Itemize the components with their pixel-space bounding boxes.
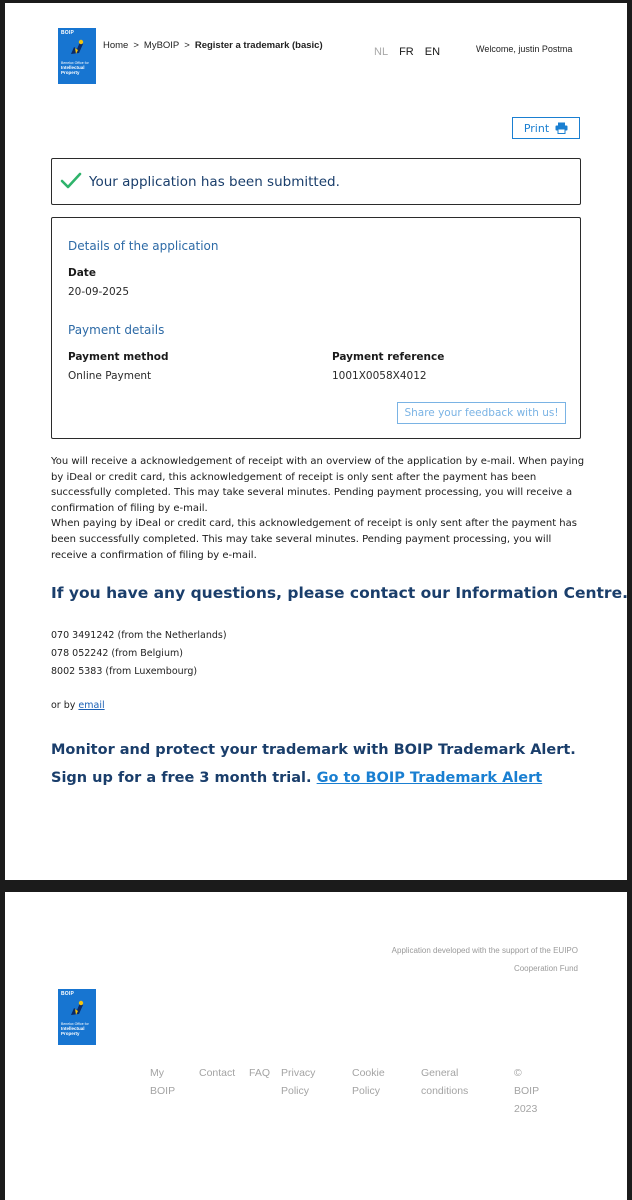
boip-logo[interactable] [58, 28, 96, 84]
phone-list [51, 627, 227, 681]
logo-figure-icon [67, 38, 87, 58]
footer-mybo-line1: My [150, 1067, 164, 1079]
footer-copyright-line1: © BOIP [514, 1067, 540, 1097]
info-paragraph-1: You will receive a acknowledgement of receipt with an overview of the application by e-mail. When paying by iDeal or credit card, this acknowledgement of receipt is only sent after the payment has been successfully completed. This may take several minutes. Pending payment processing, you will receive a confirmation of filing by e-mail. [51, 456, 585, 514]
language-switcher [374, 46, 451, 58]
footer-cookie-line2: Policy [352, 1085, 381, 1097]
logo-name-line2: Property [61, 70, 80, 75]
phone-luxembourg: 8002 5383 (from Luxembourg) [51, 666, 198, 677]
or-by-email [51, 700, 105, 711]
footer-link-privacy[interactable] [281, 1064, 315, 1100]
footer-cookie-line1: Cookie [352, 1067, 385, 1079]
footer-privacy-line2: Policy [281, 1085, 310, 1097]
footer-link-general-conditions[interactable] [421, 1064, 468, 1100]
email-link[interactable]: email [78, 700, 105, 711]
breadcrumb-mybo[interactable]: MyBOIP [143, 40, 180, 51]
payment-reference-value: 1001X0058X4012 [332, 370, 427, 382]
share-feedback-button[interactable]: Share your feedback with us! [397, 402, 566, 424]
date-value: 20-09-2025 [68, 286, 130, 298]
footer-boip-logo[interactable] [58, 989, 96, 1045]
phone-netherlands: 070 3491242 (from the Netherlands) [51, 630, 227, 641]
trademark-alert-promo [51, 736, 576, 792]
footer-link-mybo[interactable] [150, 1064, 175, 1100]
footer-link-faq[interactable]: FAQ [249, 1067, 271, 1079]
footer-general-line2: conditions [421, 1085, 469, 1097]
phone-belgium: 078 052242 (from Belgium) [51, 648, 183, 659]
payment-method-label: Payment method [68, 351, 169, 363]
footer-copyright-line2: 2023 [514, 1103, 538, 1115]
footer [5, 892, 627, 1200]
footer-link-contact[interactable]: Contact [199, 1067, 236, 1079]
receipt-info [51, 454, 589, 563]
euipo-line-2: Cooperation Fund [513, 964, 578, 973]
lang-fr[interactable]: FR [399, 46, 414, 58]
checkmark-icon [60, 172, 82, 190]
logo-brand: BOIP [61, 30, 75, 36]
euipo-credit [392, 942, 578, 978]
breadcrumb [103, 40, 323, 51]
footer-mybo-line2: BOIP [150, 1085, 176, 1097]
info-paragraph-2: When paying by iDeal or credit card, this acknowledgement of receipt is only sent after the payment has been successfully completed. This may take several minutes. Pending payment processing, you will receive a confirmation of filing by e-mail. [51, 518, 577, 561]
printer-icon [555, 122, 568, 134]
logo-name-line2: Property [61, 1031, 80, 1036]
success-message: Your application has been submitted. [89, 174, 340, 190]
date-label: Date [68, 267, 96, 279]
promo-line-1: Monitor and protect your trademark with BOIP Trademark Alert. [51, 742, 576, 758]
logo-name [61, 65, 85, 75]
breadcrumb-separator: > [184, 40, 190, 51]
footer-link-cookie[interactable] [352, 1064, 385, 1100]
payment-reference-label: Payment reference [332, 351, 445, 363]
promo-signup-text: Sign up for a free 3 month trial. [51, 770, 312, 786]
promo-line-2 [51, 764, 576, 792]
payment-section-title: Payment details [68, 323, 165, 337]
payment-method-value: Online Payment [68, 370, 152, 382]
welcome-user [476, 44, 572, 54]
breadcrumb-separator: > [133, 40, 139, 51]
application-details-card [51, 217, 581, 439]
logo-name-line1: Intellectual [61, 65, 85, 70]
details-section-title: Details of the application [68, 239, 219, 253]
logo-name-line1: Intellectual [61, 1026, 85, 1031]
logo-figure-icon [67, 999, 87, 1019]
success-banner [51, 158, 581, 205]
contact-heading: If you have any questions, please contact our Information Centre. [51, 584, 628, 602]
trademark-alert-link[interactable]: Go to BOIP Trademark Alert [316, 770, 543, 786]
footer-general-line1: General [421, 1067, 459, 1079]
or-by-text: or by [51, 700, 76, 711]
main-page [5, 3, 627, 880]
logo-subtitle: Benelux Office for [61, 61, 89, 65]
breadcrumb-home[interactable]: Home [103, 40, 129, 51]
breadcrumb-current: Register a trademark (basic) [194, 40, 323, 51]
print-label: Print [523, 121, 550, 135]
euipo-line-1: Application developed with the support of the EUIPO [391, 946, 578, 955]
logo-subtitle: Benelux Office for [61, 1022, 89, 1026]
footer-copyright [514, 1064, 539, 1118]
lang-nl[interactable]: NL [374, 46, 389, 58]
logo-brand: BOIP [61, 991, 75, 997]
welcome-text: Welcome, justin Postma [476, 44, 573, 54]
footer-privacy-line1: Privacy [281, 1067, 316, 1079]
logo-name [61, 1026, 85, 1036]
print-button[interactable] [512, 117, 580, 139]
lang-en[interactable]: EN [424, 46, 441, 58]
